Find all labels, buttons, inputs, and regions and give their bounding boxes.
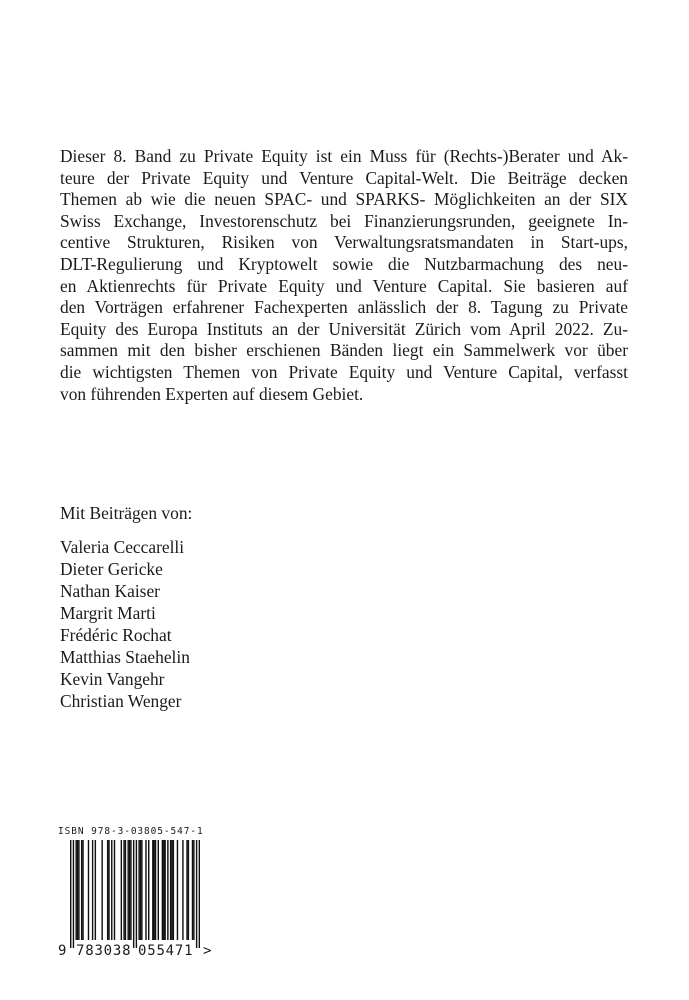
contributors-list	[60, 536, 190, 712]
barcode-bar	[171, 840, 172, 940]
barcode-bar	[173, 840, 174, 940]
barcode-bar	[111, 840, 112, 940]
barcode-bar	[193, 840, 194, 940]
barcode-bar	[167, 840, 168, 940]
blurb-line: von führenden Experten auf diesem Gebiet.	[60, 383, 364, 404]
contributor-name: Christian Wenger	[60, 691, 182, 711]
barcode-bar	[186, 840, 187, 940]
blurb-line: Swiss Exchange, Investorenschutz bei Finanzierungsrunden, geeignete In-	[60, 210, 628, 231]
contributor-name: Matthias Staehelin	[60, 647, 190, 667]
blurb-line: en Aktienrechts für Private Equity und Venture Capital. Sie basieren auf	[60, 275, 628, 296]
contributor-name: Frédéric Rochat	[60, 625, 172, 645]
contributor-name: Nathan Kaiser	[60, 581, 160, 601]
barcode-left-group: 783038	[76, 943, 132, 959]
blurb-line: Themen ab wie die neuen SPAC- und SPARKS- Möglichkeiten an der SIX	[60, 189, 628, 210]
barcode-bar	[130, 840, 131, 940]
barcode-guard-bar	[196, 840, 197, 948]
barcode-bar	[182, 840, 183, 940]
barcode-guard-bar	[133, 840, 134, 948]
barcode-right-group: 055471	[138, 943, 194, 959]
barcode-quiet-zone-mark: >	[203, 943, 212, 959]
barcode-bar	[82, 840, 83, 940]
barcode-bar	[141, 840, 142, 940]
barcode-bar	[152, 840, 153, 940]
barcode-bar	[108, 840, 109, 940]
barcode-bar	[125, 840, 126, 940]
barcode-bar	[92, 840, 93, 940]
blurb-line: den Vorträgen erfahrener Fachexperten anlässlich der 8. Tagung zu Private	[60, 297, 628, 318]
barcode-guard-bar	[199, 840, 200, 948]
barcode-bars	[70, 840, 200, 948]
contributor-name: Margrit Marti	[60, 603, 156, 623]
barcode-bar	[148, 840, 149, 940]
barcode-bar	[153, 840, 154, 940]
barcode-bar	[162, 840, 163, 940]
barcode-first-digit: 9	[58, 943, 67, 959]
isbn-label: ISBN 978-3-03805-547-1	[58, 826, 204, 837]
barcode-bar	[155, 840, 156, 940]
barcode-bar	[101, 840, 102, 940]
barcode-bar	[192, 840, 193, 940]
barcode-bar	[127, 840, 128, 940]
blurb-text	[60, 146, 628, 405]
barcode-bar	[95, 840, 96, 940]
barcode-bar	[121, 840, 122, 940]
contributor-name: Kevin Vangehr	[60, 669, 165, 689]
barcode-bar	[145, 840, 146, 940]
barcode-bar	[75, 840, 76, 940]
barcode-bar	[158, 840, 159, 940]
blurb-line: DLT-Regulierung und Kryptowelt sowie die Nutzbarmachung des neu-	[60, 253, 628, 274]
blurb-line: teure der Private Equity und Venture Capital-Welt. Die Beiträge decken	[60, 167, 628, 188]
contributor-name: Dieter Gericke	[60, 559, 163, 579]
blurb-line: sammen mit den bisher erschienen Bänden liegt ein Sammelwerk vor über	[60, 340, 628, 361]
barcode-bar	[138, 840, 139, 940]
barcode-bar	[163, 840, 164, 940]
barcode-bar	[107, 840, 108, 940]
barcode-bar	[188, 840, 189, 940]
barcode-bar	[164, 840, 165, 940]
barcode-guard-bar	[136, 840, 137, 948]
barcode-bar	[123, 840, 124, 940]
barcode-guard-bar	[70, 840, 71, 948]
barcode-bar	[129, 840, 130, 940]
barcode-bar	[81, 840, 82, 940]
barcode-guard-bar	[73, 840, 74, 948]
blurb-line: Dieser 8. Band zu Private Equity ist ein Muss für (Rechts-)Berater und Ak-	[60, 146, 628, 166]
blurb-line: centive Strukturen, Risiken von Verwaltungsratsmandaten in Start-ups,	[60, 232, 628, 253]
contributor-name: Valeria Ceccarelli	[60, 537, 185, 557]
barcode-bar	[177, 840, 178, 940]
blurb-line: Equity des Europa Instituts an der Universität Zürich vom April 2022. Zu-	[60, 318, 628, 339]
barcode-bar	[114, 840, 115, 940]
barcode-bar	[77, 840, 78, 940]
barcode-bar	[170, 840, 171, 940]
contributors-heading: Mit Beiträgen von:	[60, 503, 193, 523]
barcode-bar	[140, 840, 141, 940]
barcode-bar	[78, 840, 79, 940]
blurb-line: die wichtigsten Themen von Private Equity und Venture Capital, verfasst	[60, 361, 628, 382]
barcode-bar	[88, 840, 89, 940]
